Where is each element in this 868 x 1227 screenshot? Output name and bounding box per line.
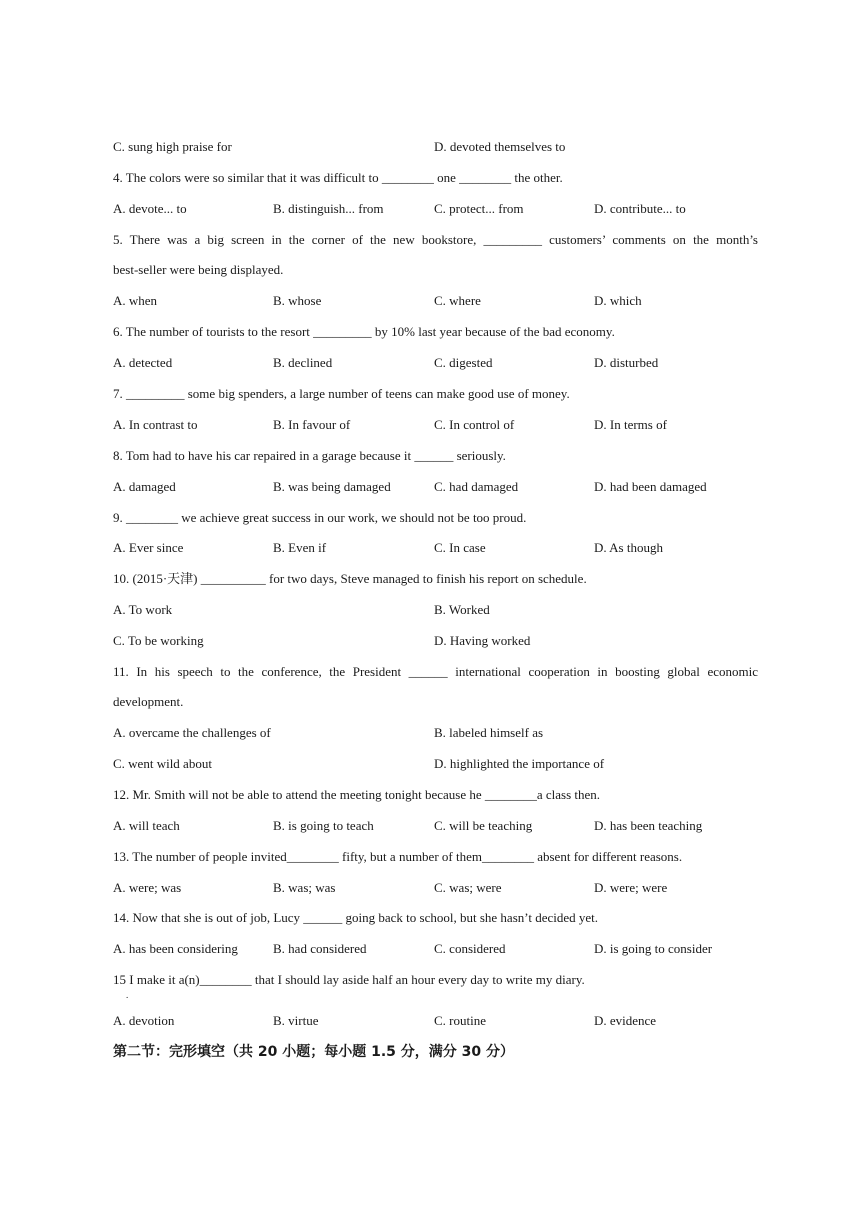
option-d: D. devoted themselves to bbox=[434, 139, 566, 154]
option-c: C. considered bbox=[434, 941, 506, 956]
option-d: D. had been damaged bbox=[594, 479, 707, 494]
option-c: C. sung high praise for bbox=[113, 139, 232, 154]
option-d: D. disturbed bbox=[594, 355, 659, 370]
option-b: B. was; was bbox=[273, 880, 336, 895]
question-4: 4. The colors were so similar that it was difficult to ________ one ________ the other. bbox=[113, 170, 563, 185]
option-b: B. Even if bbox=[273, 540, 327, 555]
question-9: 9. ________ we achieve great success in our work, we should not be too proud. bbox=[113, 510, 527, 525]
option-a: A. will teach bbox=[113, 818, 180, 833]
option-d: D. contribute... to bbox=[594, 201, 686, 216]
question-5: 5. There was a big screen in the corner of the new bookstore, _________ customers’ comments on the month’s bbox=[113, 232, 758, 247]
option-c: C. protect... from bbox=[434, 201, 524, 216]
question-7: 7. _________ some big spenders, a large number of teens can make good use of money. bbox=[113, 386, 570, 401]
option-a: A. has been considering bbox=[113, 941, 238, 956]
option-c: C. went wild about bbox=[113, 756, 212, 771]
option-b: B. In favour of bbox=[273, 417, 351, 432]
question-14: 14. Now that she is out of job, Lucy ______ going back to school, but she hasn’t decided yet. bbox=[113, 910, 599, 925]
option-d: D. which bbox=[594, 293, 642, 308]
option-c: C. digested bbox=[434, 355, 493, 370]
stray-mark: . bbox=[126, 990, 129, 1000]
question-6: 6. The number of tourists to the resort _________ by 10% last year because of the bad economy. bbox=[113, 324, 615, 339]
option-d: D. has been teaching bbox=[594, 818, 703, 833]
option-c: C. To be working bbox=[113, 633, 204, 648]
option-a: A. when bbox=[113, 293, 158, 308]
option-d: D. Having worked bbox=[434, 633, 531, 648]
option-d: D. In terms of bbox=[594, 417, 667, 432]
option-b: B. Worked bbox=[434, 602, 490, 617]
option-c: C. will be teaching bbox=[434, 818, 533, 833]
option-b: B. declined bbox=[273, 355, 333, 370]
option-d: D. highlighted the importance of bbox=[434, 756, 605, 771]
option-d: D. evidence bbox=[594, 1013, 657, 1028]
question-11: 11. In his speech to the conference, the President ______ international cooperation in boosting global economic bbox=[113, 664, 758, 679]
option-c: C. In control of bbox=[434, 417, 515, 432]
question-11-continued: development. bbox=[113, 694, 184, 709]
option-a: A. To work bbox=[113, 602, 173, 617]
option-c: C. routine bbox=[434, 1013, 486, 1028]
option-c: C. where bbox=[434, 293, 481, 308]
option-c: C. was; were bbox=[434, 880, 502, 895]
option-c: C. In case bbox=[434, 540, 486, 555]
question-5-continued: best-seller were being displayed. bbox=[113, 262, 284, 277]
option-c: C. had damaged bbox=[434, 479, 519, 494]
option-b: B. distinguish... from bbox=[273, 201, 384, 216]
option-b: B. virtue bbox=[273, 1013, 319, 1028]
option-b: B. is going to teach bbox=[273, 818, 374, 833]
question-15: 15 I make it a(n)________ that I should lay aside half an hour every day to write my diary. bbox=[113, 972, 585, 987]
option-a: A. overcame the challenges of bbox=[113, 725, 271, 740]
option-d: D. As though bbox=[594, 540, 663, 555]
question-13: 13. The number of people invited________ fifty, but a number of them________ absent for different reasons. bbox=[113, 849, 683, 864]
option-b: B. whose bbox=[273, 293, 322, 308]
section-heading: 第二节：完形填空（共 20 小题；每小题 1.5 分，满分 30 分） bbox=[113, 1044, 515, 1060]
option-a: A. devotion bbox=[113, 1013, 175, 1028]
question-8: 8. Tom had to have his car repaired in a garage because it ______ seriously. bbox=[113, 448, 506, 463]
option-a: A. damaged bbox=[113, 479, 176, 494]
option-a: A. devote... to bbox=[113, 201, 187, 216]
option-b: B. had considered bbox=[273, 941, 367, 956]
question-10: 10. (2015·天津) __________ for two days, Steve managed to finish his report on schedule. bbox=[113, 571, 587, 586]
option-a: A. detected bbox=[113, 355, 173, 370]
option-a: A. Ever since bbox=[113, 540, 184, 555]
option-d: D. were; were bbox=[594, 880, 668, 895]
option-a: A. were; was bbox=[113, 880, 182, 895]
option-b: B. was being damaged bbox=[273, 479, 391, 494]
option-d: D. is going to consider bbox=[594, 941, 713, 956]
question-12: 12. Mr. Smith will not be able to attend the meeting tonight because he ________a class then. bbox=[113, 787, 601, 802]
option-a: A. In contrast to bbox=[113, 417, 198, 432]
option-b: B. labeled himself as bbox=[434, 725, 544, 740]
